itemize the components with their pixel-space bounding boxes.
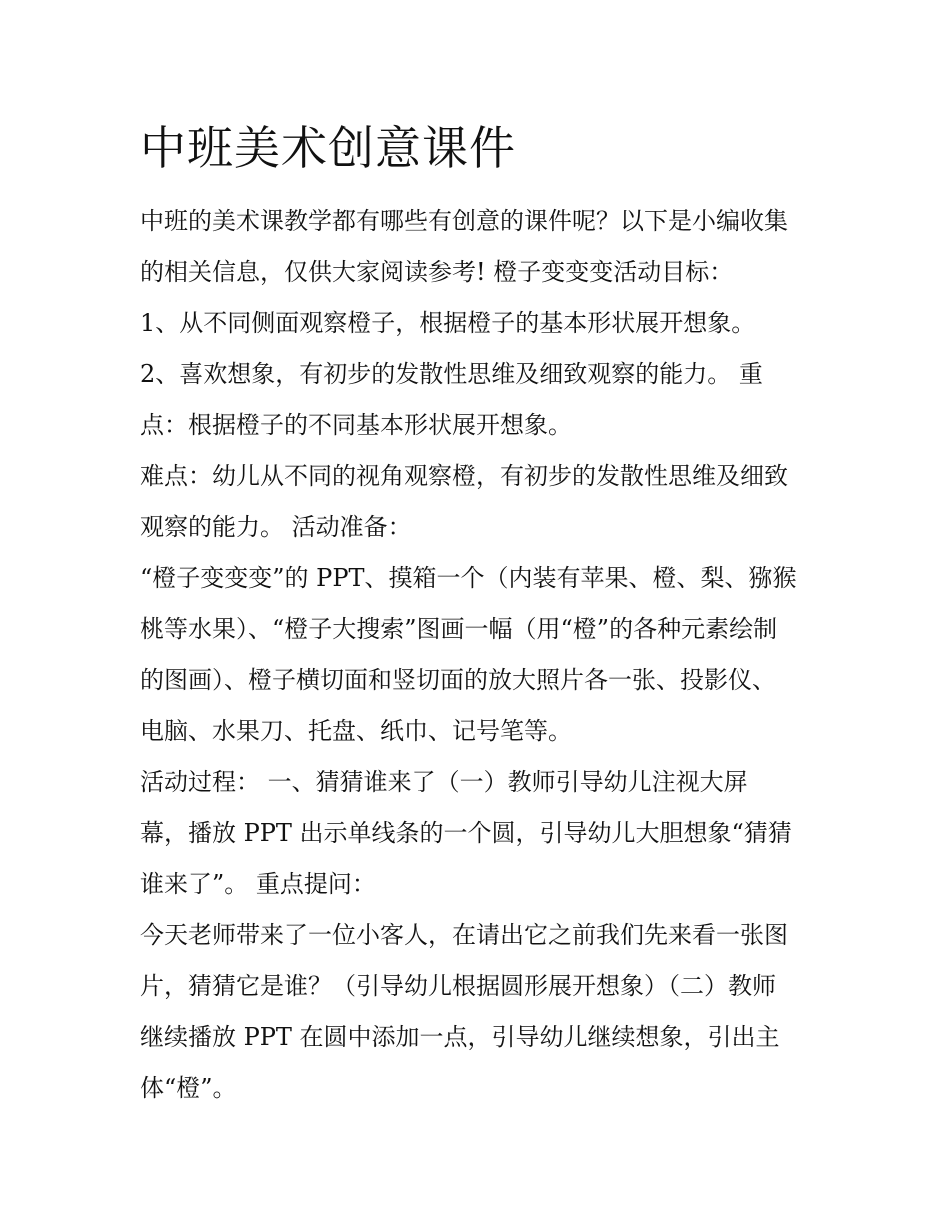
- goal-item-1: 1、从不同侧面观察橙子，根据橙子的基本形状展开想象。: [140, 309, 756, 337]
- question-line-2: 片，猜猜它是谁？（引导幼儿根据圆形展开想象）（二）教师: [140, 972, 776, 1000]
- question-line-1: 今天老师带来了一位小客人，在请出它之前我们先来看一张图: [140, 921, 788, 949]
- process-line-2: 幕，播放 PPT 出示单线条的一个圆，引导幼儿大胆想象“猜猜: [140, 819, 792, 847]
- question-line-4: 体“橙”。: [140, 1074, 237, 1102]
- process-line-3: 谁来了”。 重点提问：: [140, 870, 376, 898]
- difficulty-line-1: 难点：幼儿从不同的视角观察橙，有初步的发散性思维及细致: [140, 462, 788, 490]
- key-point-line: 点：根据橙子的不同基本形状展开想象。: [140, 411, 572, 439]
- body-line-2: 的相关信息，仅供大家阅读参考! 橙子变变变活动目标：: [140, 258, 734, 286]
- process-line-1: 活动过程： 一、猜猜谁来了（一）教师引导幼儿注视大屏: [140, 768, 748, 796]
- difficulty-line-2: 观察的能力。 活动准备：: [140, 513, 412, 541]
- document-body: [140, 112, 830, 1114]
- document-title: 中班美术创意课件: [140, 121, 516, 175]
- question-line-3: 继续播放 PPT 在圆中添加一点，引导幼儿继续想象，引出主: [140, 1023, 780, 1051]
- preparation-line-4: 电脑、水果刀、托盘、纸巾、记号笔等。: [140, 717, 572, 745]
- preparation-line-2: 桃等水果）、“橙子大搜索”图画一幅（用“橙”的各种元素绘制: [140, 615, 778, 643]
- preparation-line-3: 的图画）、橙子横切面和竖切面的放大照片各一张、投影仪、: [140, 666, 776, 694]
- goal-item-2: 2、喜欢想象，有初步的发散性思维及细致观察的能力。 重: [140, 360, 763, 388]
- preparation-line-1: “橙子变变变”的 PPT、摸箱一个（内装有苹果、橙、梨、猕猴: [140, 564, 797, 592]
- body-line-1: 中班的美术课教学都有哪些有创意的课件呢？以下是小编收集: [140, 207, 788, 235]
